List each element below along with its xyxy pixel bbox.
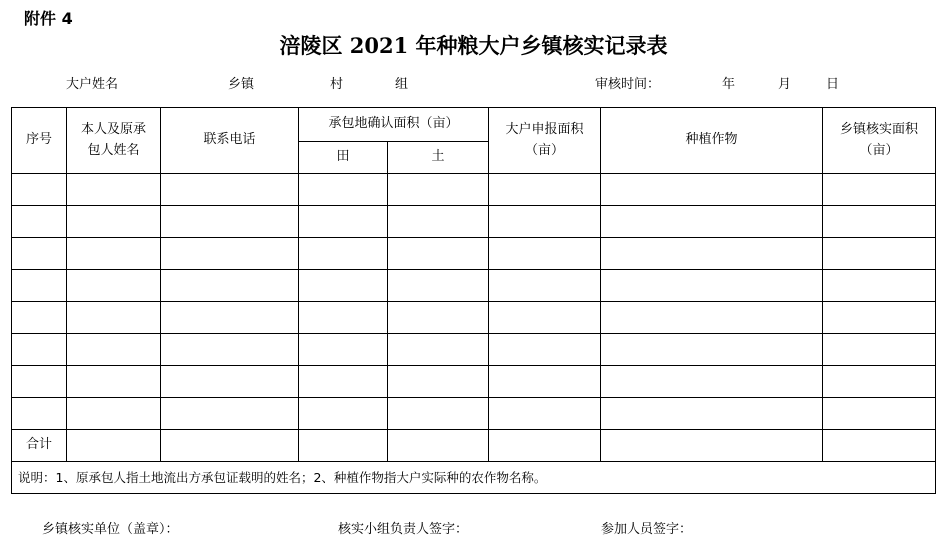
header-name: 本人及原承 包人姓名 <box>67 108 161 174</box>
cell-declared[interactable] <box>489 366 601 398</box>
cell-verified[interactable] <box>823 302 936 334</box>
cell-phone[interactable] <box>161 174 299 206</box>
note-text: 说明：1、原承包人指土地流出方承包证载明的姓名；2、种植作物指大户实际种的农作物名称。 <box>12 462 936 494</box>
cell-name[interactable] <box>67 366 161 398</box>
cell-paddy[interactable] <box>299 238 388 270</box>
header-row-1 <box>12 108 936 142</box>
cell-seq[interactable] <box>12 238 67 270</box>
meta-year: 年 <box>722 77 736 92</box>
cell-seq[interactable] <box>12 334 67 366</box>
cell-declared[interactable] <box>489 334 601 366</box>
cell-crop[interactable] <box>601 334 823 366</box>
cell-declared[interactable] <box>489 174 601 206</box>
cell-phone[interactable] <box>161 334 299 366</box>
cell-declared[interactable] <box>489 270 601 302</box>
cell-crop[interactable] <box>601 174 823 206</box>
total-row <box>12 430 936 462</box>
cell-declared[interactable] <box>489 398 601 430</box>
cell-name[interactable] <box>67 302 161 334</box>
cell-verified[interactable] <box>823 174 936 206</box>
cell-name[interactable] <box>67 206 161 238</box>
cell-name[interactable] <box>67 270 161 302</box>
table-row <box>12 366 936 398</box>
cell-paddy[interactable] <box>299 174 388 206</box>
cell-verified[interactable] <box>823 334 936 366</box>
cell-paddy[interactable] <box>299 270 388 302</box>
cell-dry[interactable] <box>388 238 489 270</box>
header-crop: 种植作物 <box>601 108 823 174</box>
attachment-label: 附件 4 <box>24 9 73 28</box>
cell-crop[interactable] <box>601 398 823 430</box>
table-row <box>12 174 936 206</box>
header-dry-land: 土 <box>388 142 489 174</box>
table-row <box>12 398 936 430</box>
cell-seq[interactable] <box>12 270 67 302</box>
meta-review-time: 审核时间： <box>595 77 661 92</box>
cell-crop[interactable] <box>601 302 823 334</box>
total-label: 合计 <box>12 430 67 462</box>
cell-dry[interactable] <box>388 174 489 206</box>
meta-day: 日 <box>826 77 840 92</box>
cell-verified[interactable] <box>823 398 936 430</box>
meta-village: 村 <box>330 77 344 92</box>
header-confirmed-area: 承包地确认面积（亩） <box>299 108 489 142</box>
cell-name[interactable] <box>67 398 161 430</box>
cell-dry[interactable] <box>388 302 489 334</box>
footer-participants: 参加人员签字： <box>601 522 693 537</box>
meta-township: 乡镇 <box>228 77 255 92</box>
meta-month: 月 <box>778 77 792 92</box>
cell-dry[interactable] <box>388 334 489 366</box>
cell-crop[interactable] <box>601 366 823 398</box>
footer-group-leader: 核实小组负责人签字： <box>338 522 469 537</box>
header-paddy: 田 <box>299 142 388 174</box>
record-table <box>11 107 936 494</box>
cell-paddy[interactable] <box>299 398 388 430</box>
cell-verified[interactable] <box>823 238 936 270</box>
cell-paddy[interactable] <box>299 366 388 398</box>
cell-paddy[interactable] <box>299 206 388 238</box>
total-verified[interactable] <box>823 430 936 462</box>
meta-group: 组 <box>395 77 409 92</box>
table-row <box>12 334 936 366</box>
cell-crop[interactable] <box>601 270 823 302</box>
page-title: 涪陵区 2021 年种粮大户乡镇核实记录表 <box>279 33 668 58</box>
header-verified-area: 乡镇核实面积 （亩） <box>823 108 936 174</box>
cell-phone[interactable] <box>161 398 299 430</box>
header-declared-area: 大户申报面积 （亩） <box>489 108 601 174</box>
cell-phone[interactable] <box>161 206 299 238</box>
cell-seq[interactable] <box>12 398 67 430</box>
table-row <box>12 238 936 270</box>
cell-verified[interactable] <box>823 366 936 398</box>
table-row <box>12 302 936 334</box>
cell-name[interactable] <box>67 238 161 270</box>
cell-dry[interactable] <box>388 366 489 398</box>
cell-declared[interactable] <box>489 238 601 270</box>
footer-verifying-unit: 乡镇核实单位（盖章）： <box>42 522 179 537</box>
total-crop[interactable] <box>601 430 823 462</box>
cell-seq[interactable] <box>12 366 67 398</box>
cell-phone[interactable] <box>161 238 299 270</box>
total-declared[interactable] <box>489 430 601 462</box>
total-phone[interactable] <box>161 430 299 462</box>
cell-paddy[interactable] <box>299 334 388 366</box>
note-row <box>12 462 936 494</box>
table-row <box>12 206 936 238</box>
total-paddy[interactable] <box>299 430 388 462</box>
cell-name[interactable] <box>67 174 161 206</box>
cell-dry[interactable] <box>388 206 489 238</box>
total-dry[interactable] <box>388 430 489 462</box>
cell-phone[interactable] <box>161 270 299 302</box>
meta-grower-name: 大户姓名 <box>66 77 119 92</box>
cell-dry[interactable] <box>388 270 489 302</box>
cell-seq[interactable] <box>12 302 67 334</box>
cell-name[interactable] <box>67 334 161 366</box>
cell-declared[interactable] <box>489 302 601 334</box>
cell-phone[interactable] <box>161 302 299 334</box>
cell-crop[interactable] <box>601 206 823 238</box>
cell-crop[interactable] <box>601 238 823 270</box>
header-seq: 序号 <box>12 108 67 174</box>
cell-declared[interactable] <box>489 206 601 238</box>
table-row <box>12 270 936 302</box>
cell-seq[interactable] <box>12 174 67 206</box>
cell-dry[interactable] <box>388 398 489 430</box>
cell-verified[interactable] <box>823 206 936 238</box>
cell-seq[interactable] <box>12 206 67 238</box>
cell-verified[interactable] <box>823 270 936 302</box>
cell-phone[interactable] <box>161 366 299 398</box>
total-name[interactable] <box>67 430 161 462</box>
cell-paddy[interactable] <box>299 302 388 334</box>
header-phone: 联系电话 <box>161 108 299 174</box>
